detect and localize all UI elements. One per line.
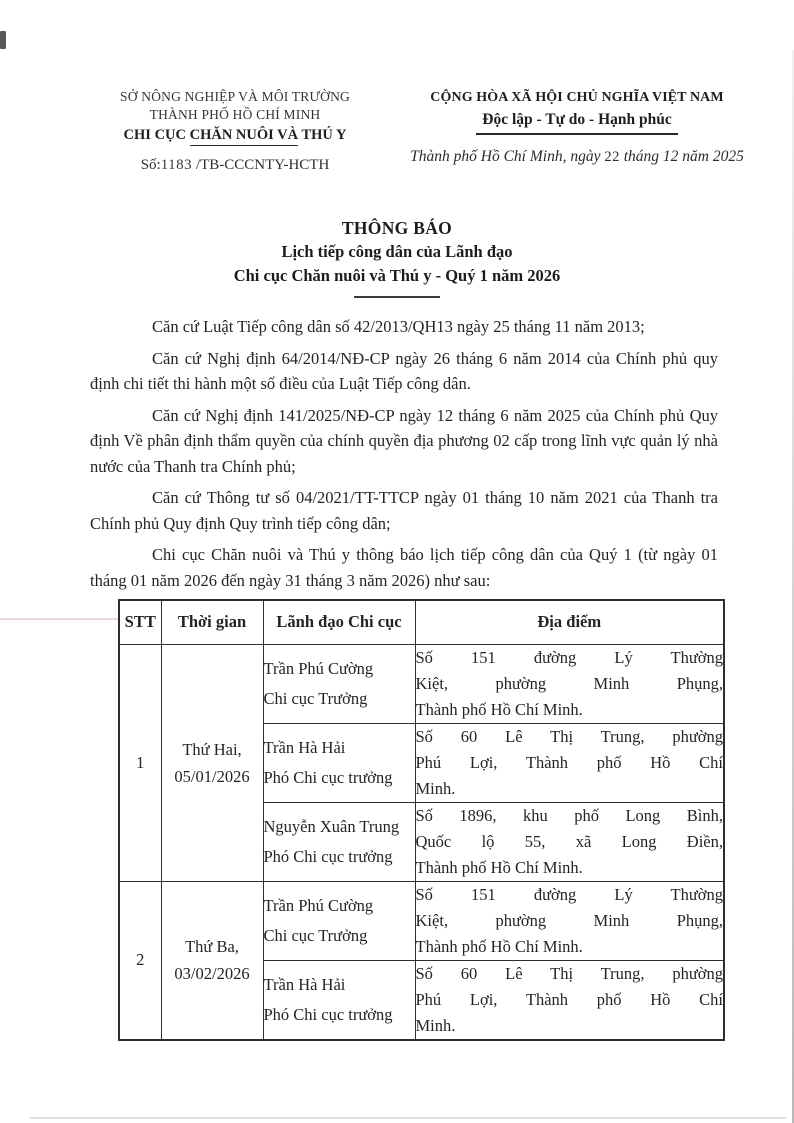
country-name-line: CỘNG HÒA XÃ HỘI CHỦ NGHĨA VIỆT NAM [430, 90, 724, 105]
address-line: Số 60 Lê Thị Trung, phường [415, 963, 723, 983]
leader-title: Phó Chi cục trưởng [263, 1004, 393, 1024]
leader-name: Nguyễn Xuân Trung [263, 816, 400, 836]
address-line: Số 1896, khu phố Long Bình, [415, 805, 723, 825]
schedule-table [118, 599, 725, 1041]
address-line: Kiệt, phường Minh Phụng, [415, 910, 723, 930]
col-header-location: Địa điểm [415, 600, 724, 644]
notice-title: THÔNG BÁO [341, 218, 453, 238]
leader-name: Trần Phú Cường [263, 895, 374, 915]
title-block [0, 216, 794, 298]
leader-title: Phó Chi cục trưởng [263, 846, 393, 866]
address-line: Quốc lộ 55, xã Long Điền, [415, 831, 723, 851]
address-line: Kiệt, phường Minh Phụng, [415, 673, 723, 693]
address-line: Thành phố Hồ Chí Minh. [415, 857, 583, 877]
table-row [119, 881, 724, 960]
leader-name: Trần Hà Hải [263, 974, 346, 994]
body-text [90, 314, 718, 593]
paragraph: Căn cứ Thông tư số 04/2021/TT-TTCP ngày 01 tháng 10 năm 2021 của Thanh tra Chính phủ Quy định Quy trình tiếp công dân; [90, 488, 718, 533]
time-day: Thứ Hai, [182, 739, 242, 759]
address-line: Thành phố Hồ Chí Minh. [415, 936, 583, 956]
table-row [119, 644, 724, 723]
address-cell [415, 802, 724, 881]
date-suffix: tháng 12 năm 2025 [619, 148, 744, 165]
address-cell [415, 723, 724, 802]
leader-title: Chi cục Trưởng [263, 688, 368, 708]
address-line: Phú Lợi, Thành phố Hồ Chí [415, 752, 723, 772]
org-name-line [84, 125, 386, 146]
national-header-block [388, 88, 766, 174]
paragraph: Chi cục Chăn nuôi và Thú y thông báo lịch tiếp công dân của Quý 1 (từ ngày 01 tháng 01 năm 2026 đến ngày 31 tháng 3 năm 2026) như sau: [90, 545, 718, 590]
doc-number-value: 1183 [160, 157, 193, 173]
address-line: Số 60 Lê Thị Trung, phường [415, 726, 723, 746]
stt-cell: 1 [119, 644, 161, 881]
date-prefix: Thành phố Hồ Chí Minh, ngày [410, 148, 605, 165]
time-date: 05/01/2026 [174, 766, 250, 786]
org-name-prefix: CHI CỤC [123, 127, 190, 143]
paragraph: Căn cứ Nghị định 141/2025/NĐ-CP ngày 12 tháng 6 năm 2025 của Chính phủ Quy định Về phân định thẩm quyền của chính quyền địa phương 02 cấp trong lĩnh vực quản lý nhà nước của Thanh tra Chính phủ; [90, 405, 718, 476]
leader-name: Trần Phú Cường [263, 658, 374, 678]
stt-cell: 2 [119, 881, 161, 1040]
notice-subtitle-1: Lịch tiếp công dân của Lãnh đạo [281, 242, 513, 261]
doc-number [84, 157, 386, 174]
title-divider [354, 296, 440, 298]
time-cell [161, 644, 263, 881]
paragraph: Căn cứ Nghị định 64/2014/NĐ-CP ngày 26 tháng 6 năm 2014 của Chính phủ quy định chi tiết thi hành một số điều của Luật Tiếp công dân. [90, 348, 718, 393]
place-date-line [388, 148, 766, 166]
doc-number-label: Số: [140, 157, 161, 173]
scan-mark-left-edge [0, 31, 6, 49]
national-motto: Độc lập - Tự do - Hạnh phúc [476, 109, 677, 135]
org-city-line: THÀNH PHỐ HỒ CHÍ MINH [149, 107, 321, 122]
notice-subtitle-2: Chi cục Chăn nuôi và Thú y - Quý 1 năm 2026 [233, 266, 561, 285]
scan-streak-left [0, 618, 118, 620]
address-cell [415, 960, 724, 1040]
leader-title: Chi cục Trưởng [263, 925, 368, 945]
address-line: Minh. [415, 778, 456, 798]
time-date: 03/02/2026 [174, 964, 250, 983]
date-day: 22 [604, 149, 620, 165]
leader-name: Trần Hà Hải [263, 737, 346, 757]
col-header-time: Thời gian [161, 600, 263, 644]
address-cell [415, 881, 724, 960]
address-line: Số 151 đường Lý Thường [415, 884, 723, 904]
org-name-suffix: THÚ Y [298, 127, 347, 143]
doc-number-suffix: /TB-CCCNTY-HCTH [192, 157, 330, 173]
leader-cell [263, 802, 415, 881]
time-cell [161, 881, 263, 1040]
address-line: Số 151 đường Lý Thường [415, 647, 723, 667]
leader-cell [263, 644, 415, 723]
org-parent-line: SỞ NÔNG NGHIỆP VÀ MÔI TRƯỜNG [120, 89, 350, 104]
scan-edge-bottom [30, 1117, 786, 1119]
leader-cell [263, 723, 415, 802]
table-header-row [119, 600, 724, 644]
leader-title: Phó Chi cục trưởng [263, 767, 393, 787]
address-line: Thành phố Hồ Chí Minh. [415, 699, 583, 719]
address-line: Phú Lợi, Thành phố Hồ Chí [415, 989, 723, 1009]
time-day: Thứ Ba, [185, 937, 239, 956]
address-line: Minh. [415, 1015, 456, 1035]
leader-cell [263, 960, 415, 1040]
paragraph: Căn cứ Luật Tiếp công dân số 42/2013/QH13 ngày 25 tháng 11 năm 2013; [152, 317, 645, 336]
document-header [0, 88, 794, 174]
leader-cell [263, 881, 415, 960]
org-name-underlined: CHĂN NUÔI VÀ [190, 127, 299, 146]
address-cell [415, 644, 724, 723]
col-header-stt: STT [119, 600, 161, 644]
col-header-leader: Lãnh đạo Chi cục [263, 600, 415, 644]
issuing-org-block [84, 88, 386, 174]
